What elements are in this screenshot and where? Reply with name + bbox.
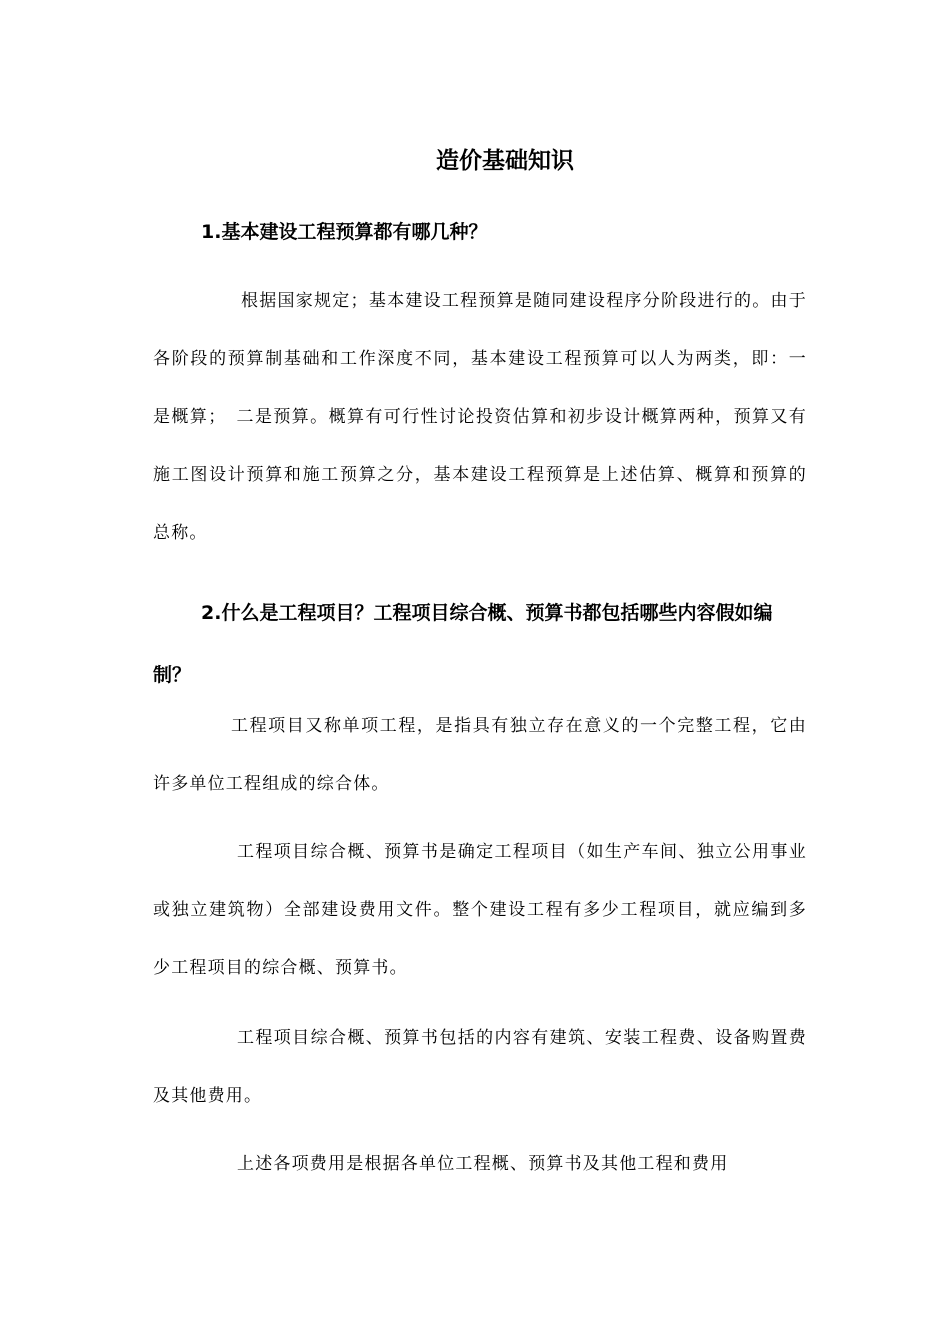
section-2-paragraph-4: 上述各项费用是根据各单位工程概、预算书及其他工程和费用 [237, 1154, 729, 1174]
section-2-paragraph-1: 工程项目又称单项工程，是指具有独立存在意义的一个完整工程，它由许多单位工程组成的综合体。 [153, 716, 807, 794]
section-2-paragraph-2: 工程项目综合概、预算书是确定工程项目（如生产车间、独立公用事业或独立建筑物）全部建设费用文件。整个建设工程有多少工程项目，就应编到多少工程项目的综合概、预算书。 [153, 842, 807, 978]
section-2-paragraph-3: 工程项目综合概、预算书包括的内容有建筑、安装工程费、设备购置费及其他费用。 [153, 1028, 807, 1106]
section-heading-2: 2.什么是工程项目？工程项目综合概、预算书都包括哪些内容假如编制？ [153, 602, 773, 686]
section-1-paragraph-1: 根据国家规定；基本建设工程预算是随同建设程序分阶段进行的。由于各阶段的预算制基础和工作深度不同，基本建设工程预算可以人为两类，即：一是概算； 二是预算。概算有可行性讨论投资估算和初步设计概算两种，预算又有施工图设计预算和施工预算之分，基本建设工程预算是上述估算、概算和预算的总称。 [153, 291, 807, 543]
section-heading-1: 1.基本建设工程预算都有哪几种？ [201, 221, 488, 243]
document-title: 造价基础知识 [436, 148, 574, 174]
